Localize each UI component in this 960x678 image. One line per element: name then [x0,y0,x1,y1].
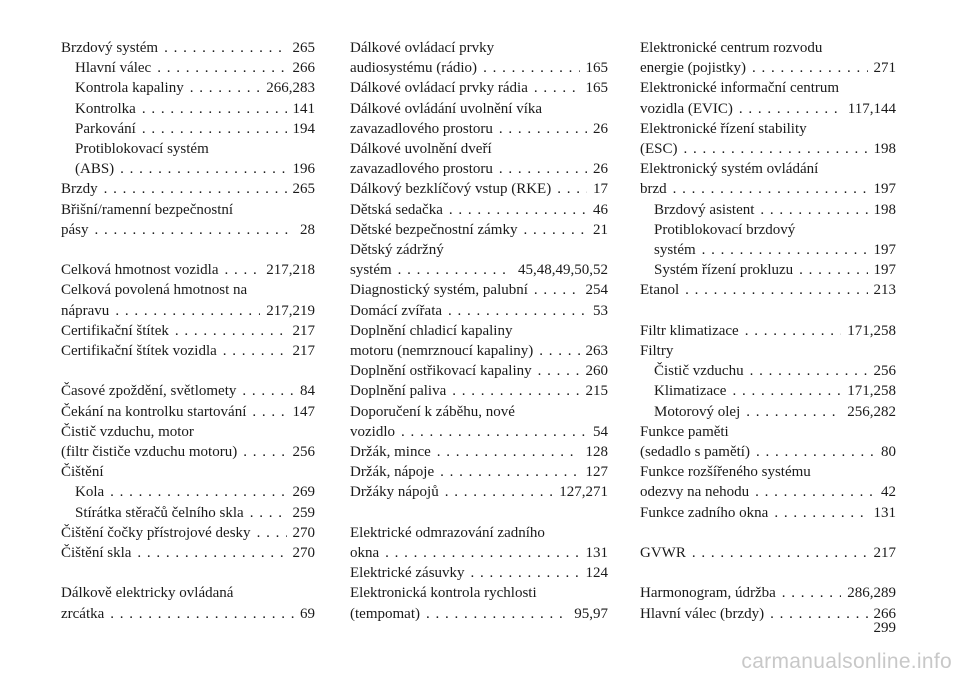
index-entry-text: Čistič vzduchu, motor [61,423,194,440]
index-entry-text: Protiblokovací brzdový [654,221,796,238]
dot-leader [557,179,587,199]
index-entry-label: Filtr klimatizace [640,322,739,339]
index-entry-page: 217 [292,322,315,339]
index-entry [640,381,896,401]
index-entry-label: Brzdový systém [61,40,159,56]
index-entry [61,523,315,543]
index-entry-page: 26 [593,120,608,137]
dot-leader [739,99,842,119]
dot-leader [252,402,286,422]
index-entry-page: 21 [593,221,608,238]
dot-leader [250,503,287,523]
index-entry-text: Dětský zádržný [350,242,444,259]
dot-leader [760,200,867,220]
index-entry-page: 171,258 [847,383,896,400]
index-entry-page: 124 [585,565,608,582]
index-entry [640,604,896,624]
dot-leader [142,119,287,139]
index-entry-label: (tempomat) [350,605,420,622]
index-entry-label: Certifikační štítek [61,322,169,339]
index-entry-page: 256,282 [847,403,896,420]
index-entry-page: 286,289 [847,585,896,602]
index-entry-page: 141 [292,100,315,117]
index-entry-page: 266 [292,60,315,77]
index-entry-label: Systém řízení prokluzu [654,262,794,279]
index-entry-label: Etanol [640,282,680,299]
dot-leader [224,260,260,280]
index-entry [350,563,608,583]
index-entry-text: Filtry [640,343,674,360]
index-entry [350,442,608,462]
index-entry-label: Harmonogram, údržba [640,585,776,602]
dot-leader [702,240,868,260]
index-entry-label: Hlavní válec (brzdy) [640,605,765,622]
index-entry [61,482,315,502]
index-entry-label: systém [350,262,392,279]
index-entry-label: GVWR [640,545,686,562]
index-entry-page: 269 [292,484,315,501]
index-entry [640,99,896,119]
index-entry-label: Držák, mince [350,444,431,461]
dot-leader [499,159,587,179]
index-entry [350,301,608,321]
dot-leader [756,442,875,462]
index-entry-label: Dálkové ovládací prvky rádia [350,80,528,97]
section-gap [640,523,896,543]
index-entry-page: 259 [292,504,315,521]
index-entry-label: brzd [640,181,667,198]
index-entry-label: Certifikační štítek vozidla [61,343,217,360]
index-entry-page: 198 [873,201,896,218]
dot-leader [770,604,867,624]
dot-leader [752,58,868,78]
index-entry-page: 127,271 [559,484,608,501]
index-entry [350,422,608,442]
dot-leader [750,361,868,381]
index-entry-label: Kola [75,484,105,501]
index-entry [61,543,315,563]
index-entry-page: 197 [873,262,896,279]
index-entry-label: Čištění skla [61,545,132,562]
index-entry-text: Elektronické informační centrum [640,80,840,97]
dot-leader [385,543,579,563]
index-entry-page: 127 [585,464,608,481]
dot-leader [523,220,587,240]
index-entry-page: 42 [881,484,896,501]
dot-leader [115,301,260,321]
index-entry-page: 53 [593,302,608,319]
section-gap [61,240,315,260]
index-entry [350,200,608,220]
index-entry [61,159,315,179]
index-entry-text: Elektronické centrum rozvodu [640,40,823,56]
index-entry-page: 254 [585,282,608,299]
index-entry-label: zrcátka [61,605,105,622]
dot-leader [223,341,287,361]
index-entry-page: 84 [300,383,315,400]
index-entry-label: (ABS) [75,161,115,178]
index-entry [640,280,896,300]
index-entry-page: 217 [873,545,896,562]
index-entry-label: vozidlo [350,423,395,440]
dot-leader [539,341,579,361]
index-entry [61,119,315,139]
index-entry-label: vozidla (EVIC) [640,100,733,117]
index-entry-label: systém [654,242,696,259]
index-entry-label: Brzdy [61,181,98,198]
section-gap [640,301,896,321]
index-entry [61,260,315,280]
index-column-1 [61,38,315,624]
dot-leader [104,179,287,199]
dot-leader [157,58,286,78]
index-entry [350,58,608,78]
index-entry-label: Časové zpoždění, světlomety [61,383,237,400]
index-entry-label: zavazadlového prostoru [350,161,493,178]
index-entry-text: Elektronické řízení stability [640,120,807,137]
index-entry-page: 266 [873,605,896,622]
index-entry-page: 17 [593,181,608,198]
index-entry [350,341,608,361]
index-entry-page: 196 [292,161,315,178]
index-entry-text: Protiblokovací systém [75,141,209,158]
index-entry-label: Čekání na kontrolku startování [61,403,247,420]
index-entry [640,58,896,78]
index-entry [350,179,608,199]
index-entry-text: Břišní/ramenní bezpečnostní [61,201,234,218]
dot-leader [755,482,875,502]
index-entry-text: Dálkové uvolnění dveří [350,141,492,158]
index-entry-label: zavazadlového prostoru [350,120,493,137]
dot-leader [190,78,261,98]
index-entry-label: Kontrola kapaliny [75,80,184,97]
index-entry-page: 265 [292,181,315,198]
index-entry-page: 95,97 [574,605,608,622]
index-entry [61,301,315,321]
index-entry [350,462,608,482]
index-entry-page: 197 [873,242,896,259]
index-entry-label: Motorový olej [654,403,741,420]
dot-leader [538,361,580,381]
dot-leader [685,280,867,300]
index-entry-page: 266,283 [266,80,315,97]
index-entry-page: 217 [292,343,315,360]
index-entry-page: 147 [292,403,315,420]
dot-leader [110,482,286,502]
index-entry-page: 26 [593,161,608,178]
index-entry-page: 54 [593,423,608,440]
index-entry-page: 197 [873,181,896,198]
dot-leader [398,260,512,280]
index-entry [350,280,608,300]
section-gap [350,503,608,523]
index-entry-page: 217,219 [266,302,315,319]
index-entry-page: 165 [585,60,608,77]
index-entry-label: okna [350,545,380,562]
index-entry-page: 194 [292,120,315,137]
index-entry-page: 69 [300,605,315,622]
index-entry-page: 217,218 [266,262,315,279]
section-gap [61,563,315,583]
index-column-2 [350,38,608,624]
index-entry [61,58,315,78]
index-entry [350,159,608,179]
index-entry-text: Doporučení k záběhu, nové [350,403,515,420]
index-entry-text: Dálkové ovládání uvolnění víka [350,100,543,117]
index-entry-label: Elektrické zásuvky [350,565,465,582]
dot-leader [437,442,580,462]
index-entry [640,321,896,341]
index-entry-page: 117,144 [847,100,896,117]
dot-leader [257,523,287,543]
dot-leader [745,321,842,341]
index-entry [640,543,896,563]
index-entry-page: 256 [873,363,896,380]
index-entry-label: Doplnění paliva [350,383,447,400]
index-entry-text: Doplnění chladicí kapaliny [350,322,513,339]
index-entry-label: Doplnění ostřikovací kapaliny [350,363,532,380]
index-entry [350,381,608,401]
dot-leader [426,604,568,624]
index-entry-label: Funkce zadního okna [640,504,769,521]
index-entry-label: Celková hmotnost vozidla [61,262,219,279]
dot-leader [401,422,587,442]
dot-leader [732,381,841,401]
index-entry-label: motoru (nemrznoucí kapaliny) [350,343,534,360]
index-entry-label: Diagnostický systém, palubní [350,282,528,299]
index-entry-text: Dálkově elektricky ovládaná [61,585,234,602]
dot-leader [534,78,580,98]
dot-leader [782,583,841,603]
index-entry-label: Hlavní válec [75,60,152,77]
index-entry-page: 213 [873,282,896,299]
index-entry [640,402,896,422]
index-entry-label: pásy [61,221,89,238]
dot-leader [243,442,286,462]
index-entry-text: Celková povolená hmotnost na [61,282,248,299]
dot-leader [483,58,579,78]
index-entry-page: 270 [292,524,315,541]
index-entry-text: Elektrické odmrazování zadního [350,524,545,541]
watermark: carmanualsonline.info [741,650,952,673]
index-entry [350,119,608,139]
index-entry [350,482,608,502]
index-entry-label: Dětské bezpečnostní zámky [350,221,518,238]
dot-leader [448,301,587,321]
index-entry [640,361,896,381]
index-entry [61,503,315,523]
index-entry [640,240,896,260]
dot-leader [110,604,294,624]
dot-leader [242,381,294,401]
dot-leader [471,563,580,583]
index-entry-label: Držáky nápojů [350,484,439,501]
index-entry-page: 171,258 [847,322,896,339]
index-entry-label: audiosystému (rádio) [350,60,478,77]
index-entry-label: Brzdový asistent [654,201,755,218]
index-entry [61,321,315,341]
index-entry [640,482,896,502]
index-entry-text: Funkce rozšířeného systému [640,464,811,481]
dot-leader [440,462,579,482]
index-entry-page: 28 [300,221,315,238]
index-entry [61,179,315,199]
index-entry [61,38,315,58]
index-entry-page: 215 [585,383,608,400]
index-entry-page: 131 [585,545,608,562]
index-entry [640,583,896,603]
index-entry [640,179,896,199]
index-entry-page: 131 [873,504,896,521]
dot-leader [164,38,286,58]
index-entry [350,604,608,624]
dot-leader [137,543,286,563]
index-entry-label: Parkování [75,120,136,137]
index-entry [350,220,608,240]
dot-leader [746,402,841,422]
index-entry-page: 270 [292,545,315,562]
index-entry-page: 265 [292,40,315,56]
index-entry-page: 165 [585,80,608,97]
index-entry-label: Stírátka stěračů čelního skla [75,504,244,521]
index-entry-page: 80 [881,444,896,461]
index-entry-label: Klimatizace [654,383,727,400]
page-number: 299 [873,620,896,636]
dot-leader [684,139,868,159]
index-entry [640,139,896,159]
index-entry [640,442,896,462]
index-entry [61,402,315,422]
index-entry-page: 45,48,49,50,52 [518,262,608,279]
index-entry-label: Držák, nápoje [350,464,435,481]
index-entry [61,381,315,401]
index-entry-page: 198 [873,141,896,158]
index-entry-text: Dálkové ovládací prvky [350,40,495,56]
index-entry-page: 260 [585,363,608,380]
dot-leader [774,503,867,523]
index-entry [350,543,608,563]
index-entry-label: (filtr čističe vzduchu motoru) [61,444,238,461]
dot-leader [95,220,295,240]
index-entry-text: Funkce paměti [640,423,729,440]
dot-leader [175,321,287,341]
dot-leader [449,200,587,220]
index-entry-text: Elektronický systém ovládání [640,161,819,178]
index-entry-label: Čistič vzduchu [654,363,744,380]
index-entry-label: Dětská sedačka [350,201,443,218]
dot-leader [799,260,867,280]
dot-leader [499,119,587,139]
index-entry-page: 271 [873,60,896,77]
index-entry-label: energie (pojistky) [640,60,746,77]
index-entry-page: 128 [585,444,608,461]
index-entry-label: Kontrolka [75,100,136,117]
index-entry-text: Čištění [61,464,104,481]
dot-leader [452,381,579,401]
index-entry [61,341,315,361]
dot-leader [120,159,286,179]
index-entry-page: 46 [593,201,608,218]
index-entry-page: 256 [292,444,315,461]
dot-leader [692,543,868,563]
index-column-3 [640,38,896,624]
index-entry [350,361,608,381]
section-gap [61,361,315,381]
index-entry-label: (ESC) [640,141,678,158]
index-entry [61,604,315,624]
index-entry [61,99,315,119]
section-gap [640,563,896,583]
dot-leader [142,99,287,119]
index-entry [350,78,608,98]
index-entry-label: Čištění čočky přístrojové desky [61,524,251,541]
index-entry-label: Domácí zvířata [350,302,443,319]
index-entry-page: 263 [585,343,608,360]
index-entry [61,78,315,98]
index-entry [640,260,896,280]
index-entry-label: odezvy na nehodu [640,484,750,501]
index-entry [640,503,896,523]
dot-leader [445,482,554,502]
index-entry [640,200,896,220]
dot-leader [673,179,868,199]
index-entry-label: (sedadlo s pamětí) [640,444,750,461]
index-entry-label: nápravu [61,302,110,319]
index-entry [61,442,315,462]
index-entry [350,260,608,280]
index-entry-text: Elektronická kontrola rychlosti [350,585,537,602]
index-entry [61,220,315,240]
dot-leader [534,280,580,300]
index-entry-label: Dálkový bezklíčový vstup (RKE) [350,181,552,198]
